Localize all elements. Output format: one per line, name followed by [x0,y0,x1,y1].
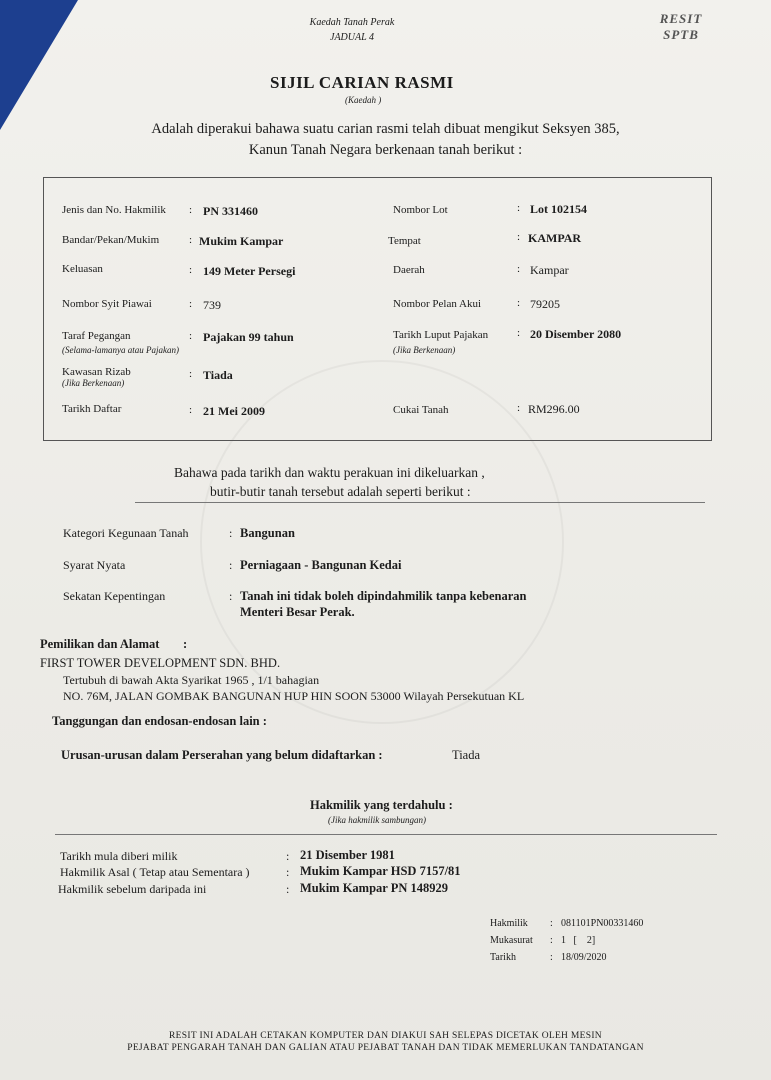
colon: : [189,330,193,342]
syarat-label: Syarat Nyata [63,558,126,572]
colon: : [517,263,521,275]
intro-line-2: Kanun Tanah Negara berkenaan tanah berikut : [248,142,523,158]
page-title: SIJIL CARIAN RASMI [270,73,454,92]
asal-label: Hakmilik Asal ( Tetap atau Sementara ) [60,865,250,879]
divider [55,834,717,835]
kategori-value: Bangunan [240,526,295,540]
pelan-value: 79205 [530,297,560,311]
taraf-value: Pajakan 99 tahun [203,330,294,344]
footer-line-2: PEJABAT PENGARAH TANAH DAN GALIAN ATAU PEJABAT TANAH DAN TIDAK MEMERLUKAN TANDATANGAN [127,1043,644,1053]
tempat-value: KAMPAR [528,231,582,245]
ref-mukasurat-label: Mukasurat [490,935,533,946]
sebelum-label: Hakmilik sebelum daripada ini [58,882,207,896]
syit-label: Nombor Syit Piawai [62,298,152,310]
colon: : [229,589,233,603]
sptb-label: SPTB [663,27,699,42]
sekatan-value-2: Menteri Besar Perak. [240,605,355,619]
sekatan-label: Sekatan Kepentingan [63,589,166,603]
urusan-label: Urusan-urusan dalam Perserahan yang belum didaftarkan : [61,748,383,762]
previous-heading: Hakmilik yang terdahulu : [310,798,453,812]
keluasan-value: 149 Meter Persegi [203,264,296,278]
owner-line-2: Tertubuh di bawah Akta Syarikat 1965 , 1/1 bahagian [63,673,320,687]
colon: : [189,234,193,246]
mula-label: Tarikh mula diberi milik [60,849,178,863]
ref-hakmilik-label: Hakmilik [490,918,528,929]
cukai-label: Cukai Tanah [393,404,449,416]
rizab-label: Kawasan Rizab [62,366,131,378]
ref-hakmilik-value: 081101PN00331460 [561,918,644,929]
colon: : [189,204,193,216]
luput-sublabel: (Jika Berkenaan) [393,345,456,355]
pelan-label: Nombor Pelan Akui [393,298,481,310]
sebelum-value: Mukim Kampar PN 148929 [300,881,449,895]
colon: : [183,637,188,651]
ref-mukasurat-value: 1 [ 2] [561,935,596,946]
colon: : [517,202,521,214]
rizab-value: Tiada [203,368,233,382]
keluasan-label: Keluasan [62,263,103,275]
colon: : [517,402,521,414]
colon: : [550,918,553,929]
owner-address: NO. 76M, JALAN GOMBAK BANGUNAN HUP HIN SOON 53000 Wilayah Persekutuan KL [63,689,525,703]
colon: : [189,264,193,276]
jenis-value: PN 331460 [203,204,258,218]
statement-line-1: Bahawa pada tarikh dan waktu perakuan ini dikeluarkan , [174,465,485,480]
resit-label: RESIT [659,11,703,26]
bandar-label: Bandar/Pekan/Mukim [62,234,160,246]
ref-tarikh-value: 18/09/2020 [561,952,607,963]
jenis-label: Jenis dan No. Hakmilik [62,204,166,216]
lot-value: Lot 102154 [530,202,587,216]
intro-line-1: Adalah diperakui bahawa suatu carian rasmi telah dibuat mengikut Seksyen 385, [151,121,620,137]
divider [135,502,705,503]
kategori-label: Kategori Kegunaan Tanah [63,526,189,540]
colon: : [550,952,553,963]
colon: : [229,526,233,540]
colon: : [517,297,521,309]
lot-label: Nombor Lot [393,204,448,216]
page-subtitle: (Kaedah ) [345,95,382,105]
rizab-sublabel: (Jika Berkenaan) [62,378,125,388]
daerah-label: Daerah [393,264,425,276]
colon: : [550,935,553,946]
previous-subheading: (Jika hakmilik sambungan) [328,815,426,825]
colon: : [189,298,193,310]
cukai-value: RM296.00 [528,402,580,416]
taraf-label: Taraf Pegangan [62,330,131,342]
asal-value: Mukim Kampar HSD 7157/81 [300,864,461,878]
luput-label: Tarikh Luput Pajakan [393,329,489,341]
daerah-value: Kampar [530,263,569,277]
daftar-value: 21 Mei 2009 [203,404,265,418]
syarat-value: Perniagaan - Bangunan Kedai [240,558,402,572]
header-kaedah: Kaedah Tanah Perak [309,17,395,28]
luput-value: 20 Disember 2080 [530,327,622,341]
colon: : [286,882,290,896]
colon: : [286,849,290,863]
bandar-value: Mukim Kampar [199,234,284,248]
tempat-label: Tempat [388,235,421,247]
owner-heading: Pemilikan dan Alamat [40,637,160,651]
statement-line-2: butir-butir tanah tersebut adalah seperti berikut : [210,484,471,499]
footer-line-1: RESIT INI ADALAH CETAKAN KOMPUTER DAN DIAKUI SAH SELEPAS DICETAK OLEH MESIN [169,1031,602,1041]
header-jadual: JADUAL 4 [330,32,374,43]
syit-value: 739 [203,298,221,312]
colon: : [517,327,521,339]
colon: : [229,558,233,572]
colon: : [189,368,193,380]
owner-name: FIRST TOWER DEVELOPMENT SDN. BHD. [40,656,281,670]
blue-folder-corner [0,0,78,130]
colon: : [286,865,290,879]
taraf-sublabel: (Selama-lamanya atau Pajakan) [62,345,179,355]
colon: : [189,404,193,416]
mula-value: 21 Disember 1981 [300,848,395,862]
tanggungan-heading: Tanggungan dan endosan-endosan lain : [52,714,267,728]
daftar-label: Tarikh Daftar [62,403,122,415]
colon: : [517,231,521,243]
sekatan-value-1: Tanah ini tidak boleh dipindahmilik tanpa kebenaran [240,589,527,603]
ref-tarikh-label: Tarikh [490,952,516,963]
urusan-value: Tiada [452,748,481,762]
